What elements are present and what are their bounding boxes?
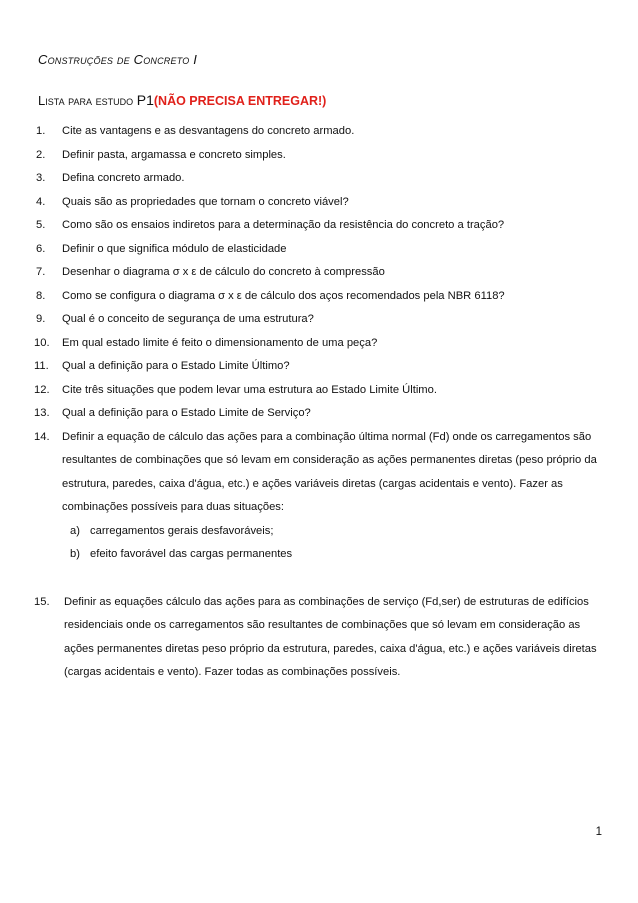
question-item [34, 402, 604, 426]
list-heading [38, 92, 326, 108]
question-text: Cite as vantagens e as desvantagens do concreto armado. [62, 125, 355, 137]
list-label: Lista para estudo [38, 93, 134, 108]
question-text: Definir pasta, argamassa e concreto simples. [62, 148, 286, 161]
question-number: 5. [36, 219, 46, 231]
sub-item [34, 543, 604, 567]
question-text: Cite três situações que podem levar uma estrutura ao Estado Limite Último. [62, 383, 437, 396]
question-number: 12. [34, 383, 50, 396]
question-item [34, 591, 604, 685]
question-item [34, 308, 604, 332]
question-item [34, 191, 604, 215]
question-number: 7. [36, 266, 46, 278]
question-item [34, 120, 604, 144]
question-text: Qual é o conceito de segurança de uma estrutura? [62, 313, 314, 325]
question-number: 13. [34, 407, 50, 419]
question-item [34, 285, 604, 309]
question-number: 2. [36, 148, 46, 161]
sub-item-text: carregamentos gerais desfavoráveis; [90, 524, 274, 537]
question-number: 15. [34, 595, 50, 608]
question-text: Qual a definição para o Estado Limite de Serviço? [62, 407, 311, 419]
question-text: Definir as equações cálculo das ações para as combinações de serviço (Fd,ser) de estruturas de edifícios residenciais onde os carregamentos são resultantes de combinações que só levam em consideração as ações permanentes diretas peso próprio da estrutura, paredes, caixa d'água, etc.) e ações variáveis diretas (cargas acidentais e vento). Fazer todas as combinações possíveis. [64, 595, 597, 678]
sub-item-letter: a) [70, 524, 80, 537]
question-item [34, 332, 604, 356]
question-text: Em qual estado limite é feito o dimensionamento de uma peça? [62, 336, 378, 349]
question-number: 11. [34, 360, 49, 372]
question-text: Como se configura o diagrama σ x ε de cálculo dos aços recomendados pela NBR 6118? [62, 289, 505, 302]
question-number: 14. [34, 430, 50, 443]
question-number: 9. [36, 313, 46, 325]
question-text: Como são os ensaios indiretos para a determinação da resistência do concreto a tração? [62, 219, 505, 231]
sub-item [34, 520, 604, 544]
question-number: 6. [36, 242, 46, 255]
question-text: Definir a equação de cálculo das ações para a combinação última normal (Fd) onde os carregamentos são resultantes de combinações que só levam em consideração as ações permanentes diretas (peso próprio da estrutura, paredes, caixa d'água, etc.) e ações variáveis diretas (cargas acidentais e vento). Fazer as combinações possíveis para duas situações: [62, 430, 597, 513]
warning-note: (NÃO PRECISA ENTREGAR!) [153, 94, 327, 108]
question-item [34, 426, 604, 520]
question-item [34, 379, 604, 403]
question-item [34, 261, 604, 285]
question-number: 3. [36, 172, 46, 184]
course-title: Construções de Concreto I [38, 52, 198, 67]
question-number: 4. [36, 195, 46, 208]
question-item [34, 355, 604, 379]
question-text: Defina concreto armado. [62, 172, 185, 184]
question-item [34, 167, 604, 191]
page-number: 1 [595, 826, 602, 838]
question-number: 10. [34, 336, 50, 349]
question-text: Desenhar o diagrama σ x ε de cálculo do concreto à compressão [62, 266, 385, 278]
spacer [34, 567, 604, 591]
question-list [34, 120, 604, 685]
question-text: Qual a definição para o Estado Limite Último? [62, 360, 290, 372]
question-text: Quais são as propriedades que tornam o concreto viável? [62, 195, 349, 208]
list-code: P1 [136, 92, 154, 108]
question-number: 1. [36, 125, 46, 137]
question-number: 8. [36, 289, 46, 302]
question-item [34, 238, 604, 262]
question-text: Definir o que significa módulo de elasticidade [62, 242, 287, 255]
sub-item-letter: b) [70, 548, 80, 560]
question-item [34, 214, 604, 238]
sub-item-text: efeito favorável das cargas permanentes [90, 548, 293, 560]
question-item [34, 144, 604, 168]
